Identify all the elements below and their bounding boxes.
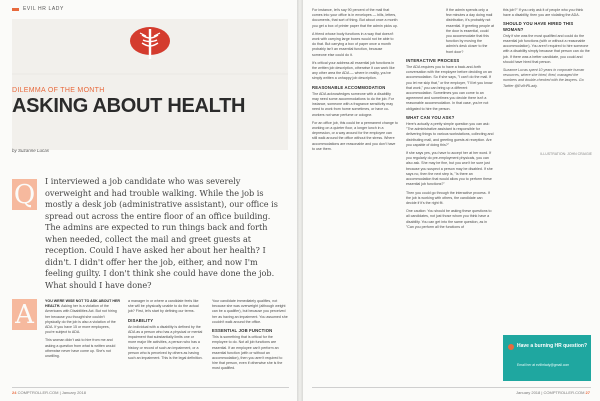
- subhead-disability: DISABILITY: [128, 317, 154, 323]
- promo-email-link[interactable]: Email her at evilhrlady@gmail.com: [517, 363, 570, 367]
- promo-bullet-icon: [508, 344, 514, 350]
- answer-paragraph: Your candidate immediately qualifies, not because she was overweight (although weight can be a qualifier), but because you perceived her as having an impairment. You assumed she couldn't walk around the office.: [212, 299, 288, 324]
- footer-right: [516, 390, 590, 395]
- answer-column-2: [128, 299, 203, 364]
- answer-badge: [12, 299, 37, 330]
- illustration-credit: ILLUSTRATION: JOHN CRAIGIE: [540, 152, 592, 156]
- hr-question-promo[interactable]: [503, 335, 591, 381]
- body-paragraph: The ADA requires you to have a back-and-forth conversation with the employee before deciding on an accommodation. So if she says, "I can't do the mail. If you let me skip that," or the employer, "I'll let you know that work," you can bring up a different accommodation. Sometimes you can come to an agreement and sometimes you decide there isn't a reasonable accommodation. In that case, you're not obligated to hire the person.: [406, 65, 493, 111]
- body-paragraph: It's critical your address all essential job functions in the written job description, otherwise it can work like any other area the ADA — where in reality, you've simply written a unhappy job description.: [312, 60, 395, 81]
- body-paragraph: If the admin spends only a few minutes a day doing mail distribution, it's probably not essential. If greeting people at the door is essential, could you accommodate that this function by moving the admin's desk closer to the front door?: [446, 8, 494, 54]
- question-text: I interviewed a job candidate who was severely overweight and had trouble walking. While the job is mostly a desk job (administrative assistant), our office is spread out across the entire floor of an office building. The admins are expected to run things back and forth when needed, collect the mail and greet guests at reception. Could I have asked her about her health? I didn't. I didn't offer her the job, either, and now I'm feeling guilty. I don't think she could have done the job. What should I have done?: [45, 176, 278, 290]
- answer-badge-letter: A: [15, 300, 34, 330]
- section-accent-bar: [12, 8, 19, 11]
- author-bio: Suzanne Lucas spent 10 years in corporate human resources, where she hired, fired, managed the numbers and double-checked with the lawyers. Go Twitter @EvilHRLady.: [503, 68, 585, 88]
- answer-paragraph: a manager in or where a candidate feels like she will be physically unable to do the actual job? First, let's start by defining our terms.: [128, 299, 199, 314]
- answer-column-3: [212, 299, 289, 375]
- article-byline: by Suzanne Lucas: [12, 148, 50, 153]
- body-paragraph: The ADA acknowledges someone with a disability may need some accommodations to do the job. For instance, someone with a fragrance sensitivity may need to work from home sometimes, or have co-workers not wear perfume or cologne.: [312, 91, 394, 117]
- section-running-head: [12, 6, 64, 12]
- right-column-3: [503, 8, 591, 92]
- subhead-essential-job-function: ESSENTIAL JOB FUNCTION: [212, 328, 273, 334]
- right-column-1: [312, 8, 398, 155]
- subhead-what-can-you-ask: WHAT CAN YOU ASK?: [406, 114, 455, 120]
- illustration: [12, 19, 288, 150]
- promo-title: Have a burning HR question?: [517, 343, 588, 349]
- subhead-interactive-process: INTERACTIVE PROCESS: [406, 57, 460, 63]
- body-paragraph: If she says yes, you have to accept her at her word. If you regularly do pre-employment physicals, you can also ask. She may be fine, but you won't be sure just because you suspect a person may be disabled. If she says no, then the next step is, "Is there an accommodation that would allow you to perform these essential job functions?": [406, 151, 493, 187]
- answer-paragraph: This woman didn't ask to hire from me and asking a question from what is written would otherwise never have come up. She's not unwilling.: [45, 338, 116, 359]
- body-paragraph: Here's actually a pretty simple question you can ask: "The administrative assistant is responsible for delivering things to various workstations, collecting and distributing mail, and greeting guests at reception. Are you capable of doing this?": [406, 122, 494, 147]
- article-headline: ASKING ABOUT HEALTH: [12, 95, 246, 117]
- right-column-2: [406, 8, 494, 233]
- answer-paragraph: An individual with a disability is defined by the ADA as a person who has a physical or mental impairment that substantially limits one or more major life activities, a person who has a history or record of such an impairment, or a person who is perceived by others as having such an impairment. This is the legal definition.: [128, 324, 203, 361]
- answer-paragraph-text: Asking her is a violation of the Americans with Disabilities Act. But not hiring her because you thought she couldn't physically do the job is also a violation of the ADA. If you have 15 or more employees, you're subject to ADA.: [45, 304, 117, 335]
- question-badge: [12, 179, 37, 210]
- footer-rule-right: [312, 387, 591, 388]
- footer-left: [12, 390, 86, 395]
- subhead-should-you-have-hired: SHOULD YOU HAVE HIRED THIS WOMAN?: [503, 21, 574, 32]
- medical-symbol-illustration: [12, 19, 288, 150]
- subhead-reasonable-accommodation: REASONABLE ACCOMMODATION: [312, 84, 386, 90]
- section-label: EVIL HR LADY: [23, 6, 64, 12]
- body-paragraph: Then you could go through the interactive process. If the job is working with others, the candidate can decide if it's the right fit.: [406, 190, 490, 205]
- body-paragraph: A friend whose body functions in a way that doesn't work with carrying large boxes would not be able to do that. But carrying a box of paper once a month probably isn't an essential function, because someone else could do it.: [312, 31, 394, 57]
- answer-paragraph: This is something that is critical for the employee to do. Not all job functions are essential. If an employee can't perform an essential function (with or without an accommodation), then you aren't required to hire that person, even if otherwise she is the most qualified.: [212, 335, 283, 371]
- body-paragraph: For an office job, this could be a permanent change to working on a quieter floor, a longer lunch in a depression, or a way around for the employee can still walk around the office without the stress. Where accommodations are reasonable and you don't have to use them.: [312, 120, 398, 151]
- body-paragraph: this job?" If you only ask it of people who you think have a disability, then you are violating the ADA.: [503, 8, 584, 18]
- body-paragraph: One caution: You should be asking these questions to all candidates, not just those whom you think have a disability. You can get into the same question, as in "Can you perform all the functions of: [406, 209, 492, 229]
- footer-left-text: COMPTROLLER.COM | January 2018: [17, 390, 86, 395]
- footer-right-text: January 2018 | COMPTROLLER.COM: [516, 390, 585, 395]
- page-number-right: 27: [585, 390, 590, 395]
- answer-lead-in: YOU WERE WISE NOT TO ASK ABOUT HER HEALTH.: [45, 299, 120, 309]
- answer-column-1: [45, 299, 120, 362]
- footer-rule-left: [12, 387, 289, 388]
- answer-paragraph: [45, 299, 120, 335]
- body-paragraph: For instance, let's say 90 percent of the mail that comes into your office is in envelopes — bills, letters, documents, that sort of thing. But about once a month you get a box of printer paper that the admin picks up.: [312, 8, 398, 28]
- article-kicker: DILEMMA OF THE MONTH: [12, 87, 105, 94]
- page-number-left: 24: [12, 390, 17, 395]
- question-badge-letter: Q: [13, 180, 36, 210]
- body-paragraph: Only if she was the most qualified and could do the essential job functions (with or without a reasonable accommodation). You aren't required to hire someone with a disability simply because that person can do the job. If there was a better candidate, you could and should have hired that person.: [503, 33, 590, 64]
